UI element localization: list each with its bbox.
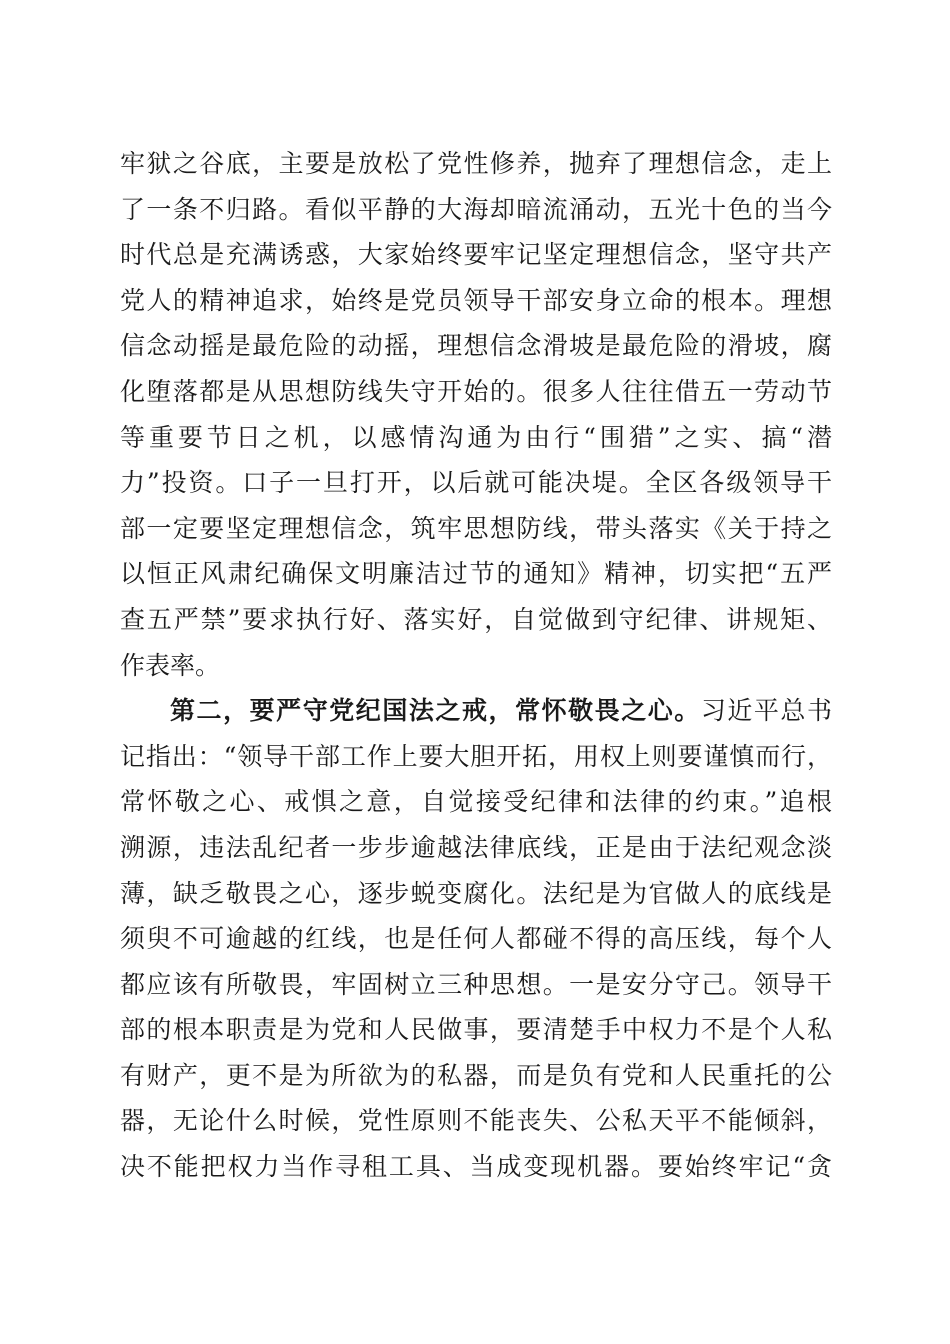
text-line: 作表率。 [120, 650, 221, 680]
text-line: 薄，缺乏敬畏之心，逐步蜕变腐化。法纪是为官做人的底线是 [120, 878, 832, 908]
paragraph-2 [120, 693, 832, 1195]
text-line: 须臾不可逾越的红线，也是任何人都碰不得的高压线，每个人 [120, 924, 832, 954]
text-line: 了一条不归路。看似平静的大海却暗流涌动，五光十色的当今 [120, 194, 832, 224]
text-span: 习近平总书 [700, 696, 832, 726]
text-line: 力”投资。口子一旦打开，以后就可能决堤。全区各级领导干 [120, 468, 832, 498]
text-line: 有财产，更不是为所欲为的私器，而是负有党和人民重托的公 [120, 1060, 832, 1090]
text-line: 党人的精神追求，始终是党员领导干部安身立命的根本。理想 [120, 285, 832, 315]
paragraph-1 [120, 146, 832, 693]
text-line: 部一定要坚定理想信念，筑牢思想防线，带头落实《关于持之 [120, 513, 832, 543]
paragraph-2-first-line [120, 693, 832, 739]
text-line: 器，无论什么时候，党性原则不能丧失、公私天平不能倾斜， [120, 1106, 832, 1136]
text-line: 溯源，违法乱纪者一步步逾越法律底线，正是由于法纪观念淡 [120, 832, 832, 862]
text-line: 部的根本职责是为党和人民做事，要清楚手中权力不是个人私 [120, 1015, 832, 1045]
text-line: 等重要节日之机，以感情沟通为由行“围猎”之实、搞“潜 [120, 422, 832, 452]
text-line: 牢狱之谷底，主要是放松了党性修养，抛弃了理想信念，走上 [120, 149, 832, 178]
text-line: 以恒正风肃纪确保文明廉洁过节的通知》精神，切实把“五严 [120, 559, 832, 589]
text-line: 记指出：“领导干部工作上要大胆开拓，用权上则要谨慎而行， [120, 741, 832, 771]
text-line: 化堕落都是从思想防线失守开始的。很多人往往借五一劳动节 [120, 376, 832, 406]
text-line: 常怀敬之心、戒惧之意，自觉接受纪律和法律的约束。”追根 [120, 787, 832, 817]
text-line: 决不能把权力当作寻租工具、当成变现机器。要始终牢记“贪 [120, 1152, 832, 1182]
section-heading: 第二，要严守党纪国法之戒，常怀敬畏之心。 [170, 696, 701, 726]
text-line: 时代总是充满诱惑，大家始终要牢记坚定理想信念，坚守共产 [120, 240, 832, 270]
text-line: 信念动摇是最危险的动摇，理想信念滑坡是最危险的滑坡，腐 [120, 331, 832, 361]
text-line: 都应该有所敬畏，牢固树立三种思想。一是安分守己。领导干 [120, 969, 832, 999]
body-text [120, 146, 832, 1195]
text-line: 查五严禁”要求执行好、落实好，自觉做到守纪律、讲规矩、 [120, 604, 832, 634]
